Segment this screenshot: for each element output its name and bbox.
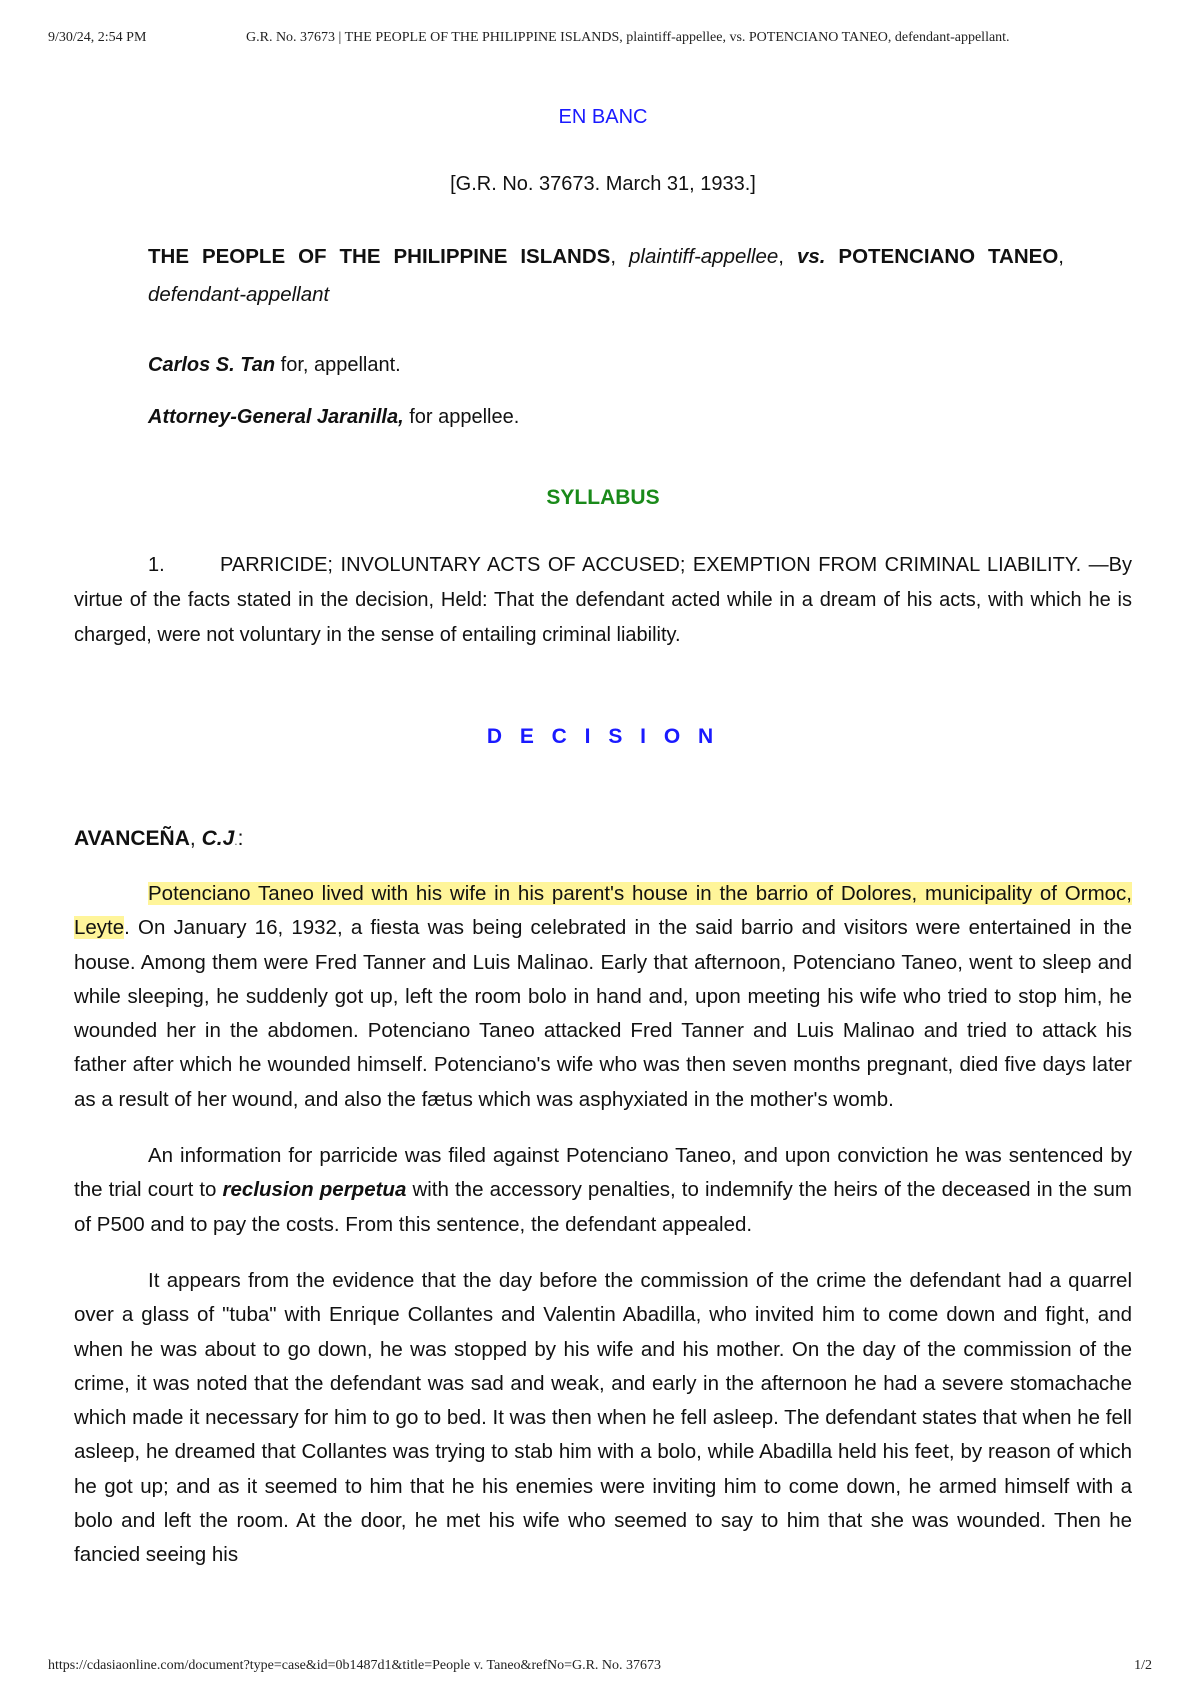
versus-label: vs. xyxy=(796,245,826,268)
page-url: https://cdasiaonline.com/document?type=case&id=0b1487d1&title=People v. Taneo&refNo=G.R. No. 37673 xyxy=(48,1658,662,1673)
decision-paragraph-3: It appears from the evidence that the day before the commission of the crime the defendant had a quarrel over a glass of "tuba" with Enrique Collantes and Valentin Abadilla, who invited him to come down and fight, and when he was about to go down, he was stopped by his wife and his mother. On the day of the commission of the crime, it was noted that the defendant was sad and weak, and early in the afternoon he had a severe stomachache which made it necessary for him to go to bed. It was then when he fell asleep. The defendant states that when he fell asleep, he dreamed that Collantes was trying to stab him with a bolo, while Abadilla held his feet, by reason of which he got up; and as it seemed to him that he his enemies were inviting him to come down, he armed himself with a bolo and left the room. At the door, he met his wife who seemed to say to him that she was wounded. Then he fancied seeing his xyxy=(74,1268,1132,1567)
ponente-name: AVANCEÑA xyxy=(74,827,190,850)
paragraph-text: An information for parricide was filed against Potenciano Taneo, and upon conviction he was sentenced by the trial court to xyxy=(74,1144,1132,1202)
print-title: G.R. No. 37673 | THE PEOPLE OF THE PHILIPPINE ISLANDS, plaintiff-appellee, vs. POTENCIANO TANEO, defendant-appellant. xyxy=(246,30,1010,45)
highlighted-text[interactable]: Potenciano Taneo lived with his wife in his parent's house in the barrio of Dolores, municipality of Ormoc, Leyte xyxy=(74,882,1132,940)
counsel-name: Attorney-General Jaranilla, xyxy=(148,406,404,428)
page-number: 1/2 xyxy=(1134,1658,1152,1673)
emphasized-term: reclusion perpetua xyxy=(222,1178,407,1202)
decision-heading: D E C I S I O N xyxy=(486,725,720,748)
defendant-name: POTENCIANO TANEO xyxy=(838,245,1059,268)
document-body xyxy=(74,106,1132,1573)
counsel-appellee xyxy=(148,404,1132,430)
defendant-role: defendant-appellant xyxy=(148,283,330,306)
division-label: EN BANC xyxy=(558,106,648,128)
decision-paragraph-2 xyxy=(74,1139,1132,1242)
counsel-name: Carlos S. Tan xyxy=(148,354,276,376)
paragraph-text: . On January 16, 1932, a fiesta was being celebrated in the said barrio and visitors were entertained in the house. Among them were Fred Tanner and Luis Malinao. Early that afternoon, Potenciano Taneo, went to sleep and while sleeping, he suddenly got up, left the room bolo in hand and, upon meeting his wife who tried to stop him, he wounded her in the abdomen. Potenciano Taneo attacked Fred Tanner and Luis Malinao and tried to attack his father after which he wounded himself. Potenciano's wife who was then seven months pregnant, died five days later as a result of her wound, and also the fætus which was asphyxiated in the mother's womb. xyxy=(74,916,1132,1111)
case-number: [G.R. No. 37673. March 31, 1933.] xyxy=(450,173,756,195)
plaintiff-name: THE PEOPLE OF THE PHILIPPINE ISLANDS xyxy=(148,245,611,268)
ponente-title-suffix: . xyxy=(234,834,238,848)
decision-paragraph-1 xyxy=(74,877,1132,1117)
syllabus-item-number: 1. xyxy=(148,554,165,576)
counsel-role: for, appellant. xyxy=(275,354,401,376)
syllabus-heading: SYLLABUS xyxy=(546,486,660,509)
syllabus-item xyxy=(74,548,1132,653)
counsel-appellant xyxy=(148,352,1132,378)
paragraph-text: with the accessory penalties, to indemnify the heirs of the deceased in the sum of P500 and to pay the costs. From this sentence, the defendant appealed. xyxy=(74,1178,1132,1236)
ponente-line: AVANCEÑA, C.J.: xyxy=(74,827,244,850)
counsel-role: for appellee. xyxy=(403,406,520,428)
print-date: 9/30/24, 2:54 PM xyxy=(48,30,147,45)
plaintiff-role: plaintiff-appellee xyxy=(628,245,779,268)
ponente-title: C.J xyxy=(201,827,235,850)
ponente-colon: : xyxy=(237,827,244,850)
case-title: THE PEOPLE OF THE PHILIPPINE ISLANDS, plaintiff-appellee, vs. POTENCIANO TANEO, defendant-appellant xyxy=(148,245,1064,306)
syllabus-item-text: PARRICIDE; INVOLUNTARY ACTS OF ACCUSED; EXEMPTION FROM CRIMINAL LIABILITY. —By virtue of the facts stated in the decision, Held: That the defendant acted while in a dream of his acts, with which he is charged, were not voluntary in the sense of entailing criminal liability. xyxy=(74,554,1132,646)
